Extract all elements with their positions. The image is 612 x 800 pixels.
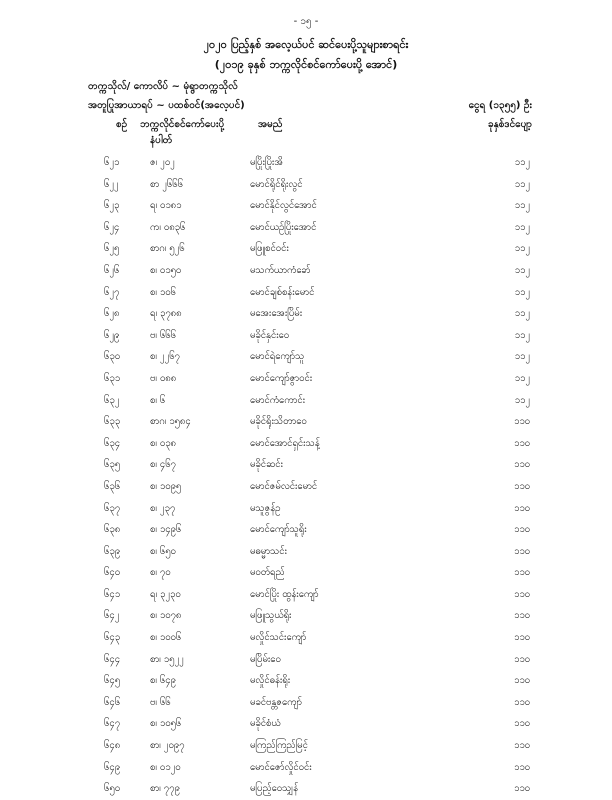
cell-amount: ၁၁၀ <box>513 502 530 514</box>
cell-code: စ၊ ၀၃၈ <box>150 437 176 449</box>
cell-no: ၆၃၃ <box>104 416 121 428</box>
cell-name: မခိုင်ရိုးသိတာဝေ <box>250 416 307 428</box>
cell-name: မသက်ယာကံခော် <box>250 264 311 276</box>
table-row <box>0 735 612 757</box>
cell-name: မောင်ကံကောင်း <box>250 394 306 406</box>
cell-amount: ၁၁၀ <box>513 437 530 449</box>
cell-amount: ၁၁၀ <box>513 696 530 708</box>
cell-code: စ၊ ၁၀၀၆ <box>150 632 182 644</box>
cell-no: ၆၄၉ <box>104 761 121 773</box>
document-title: ၂၀၂၀ ပြည့်နှစ် အလေ့ယ်ပင် ဆင်ပေးပို့သူများစာရင်း <box>203 38 409 51</box>
cell-name: မောင်ရိုင်ရိုးလွင် <box>250 178 303 190</box>
cell-amount: ၁၁၀ <box>513 524 530 536</box>
cell-amount: ၁၁၀ <box>513 783 530 795</box>
table-row <box>0 778 612 800</box>
cell-amount: ၁၁၀ <box>513 567 530 579</box>
cell-no: ၆၂၅ <box>104 243 120 255</box>
cell-name: မောင်နိုင်လွင်အောင် <box>250 200 317 212</box>
cell-no: ၆၂၇ <box>104 286 120 298</box>
header-code-sub: နံပါတ် <box>150 135 173 146</box>
cell-name: မခိုင်နှင်းဝေ <box>250 329 290 341</box>
cell-name: မကြည်ကြည်မြင့် <box>250 740 308 752</box>
cell-no: ၆၄၆ <box>104 696 121 708</box>
table-row <box>0 303 612 325</box>
header-amount: ခုနှစ်ဒင်ပျော့ <box>487 119 532 130</box>
cell-no: ၆၄၄ <box>104 653 121 665</box>
cell-amount: ၁၁၂ <box>514 157 530 168</box>
cell-name: မောင်ယဉ်ပြိုးအောင် <box>250 221 317 233</box>
cell-amount: ၁၁၂ <box>514 221 530 233</box>
cell-name: မအေးအေးပြိမ်း <box>250 308 303 320</box>
table-row <box>0 390 612 412</box>
data-table-body <box>0 152 612 800</box>
cell-code: စ၊ ၆ <box>150 394 166 406</box>
table-row <box>0 346 612 368</box>
cell-amount: ၁၁၂ <box>514 200 530 212</box>
table-row <box>0 282 612 304</box>
table-row <box>0 238 612 260</box>
cell-amount: ၁၁၀ <box>513 459 530 471</box>
cell-no: ၆၃၇ <box>104 502 121 514</box>
table-row <box>0 195 612 217</box>
cell-amount: ၁၁၀ <box>513 416 530 428</box>
cell-code: စ၊ ၁၀၆ <box>150 286 176 298</box>
cell-no: ၆၄၃ <box>104 632 121 644</box>
cell-amount: ၁၁၀ <box>513 632 530 644</box>
cell-name: မောင်ကျော်သူရိုး <box>250 524 307 536</box>
cell-amount: ၁၁၂ <box>514 264 530 276</box>
table-row <box>0 605 612 627</box>
cell-name: မောင်အောင်ရှင်းသန့် <box>250 437 320 449</box>
cell-no: ၆၂၆ <box>104 264 120 276</box>
table-row <box>0 649 612 671</box>
cell-code: ဂာ၊ ၀၈၃၆ <box>150 221 186 233</box>
cell-code: စ၊ ၆၅၀ <box>150 545 176 557</box>
cell-code: ရ၊ ၃၇၈၈ <box>150 308 182 320</box>
cell-name: မပြိုးပြိုးအိ <box>250 157 283 168</box>
table-row <box>0 713 612 735</box>
cell-code: စ၊ ၁၀၉၅ <box>150 480 182 492</box>
header-no: စဉ် <box>116 119 128 130</box>
table-row <box>0 562 612 584</box>
cell-amount: ၁၁၀ <box>513 480 530 492</box>
cell-no: ၆၃၀ <box>104 351 121 363</box>
table-row <box>0 174 612 196</box>
cell-code: စ၊ ၀၁၂၀ <box>150 761 181 773</box>
cell-amount: ၁၁၀ <box>513 610 530 622</box>
cell-no: ၆၄၀ <box>104 567 121 579</box>
cell-name: မဖြူစင်ဝင်း <box>250 243 289 255</box>
table-row <box>0 433 612 455</box>
table-row <box>0 757 612 779</box>
cell-code: စာ၊ ၂၀၉၇ <box>150 740 185 752</box>
cell-name: မခိုင်ဆင်း <box>250 459 283 471</box>
cell-name: မောင်ဇော်လှိုင်ဝင်း <box>250 761 312 773</box>
table-row <box>0 368 612 390</box>
cell-amount: ၁၁၀ <box>513 740 530 752</box>
cell-no: ၆၄၅ <box>104 675 121 687</box>
header-name: အမည် <box>258 119 283 130</box>
cell-amount: ၁၁၀ <box>513 588 530 600</box>
cell-no: ၆၃၄ <box>104 437 121 449</box>
table-row <box>0 411 612 433</box>
cell-code: စ၊ ၁၀၅၆ <box>150 718 182 730</box>
cell-code: စာ၊ ၇၇၉ <box>150 783 180 795</box>
cell-code: ဗ၊ ၀၈၈ <box>150 372 177 384</box>
cell-code: စာ ၂၆၆၆ <box>150 178 183 190</box>
cell-name: မပြည့်ဝေသျှန် <box>250 783 299 795</box>
cell-code: ဗ၊ ၆၆၆ <box>150 329 176 341</box>
page-number: - ၁၅ - <box>293 16 319 27</box>
cell-code: စာဂ၊ ၅၂၆ <box>150 243 185 255</box>
table-row <box>0 325 612 347</box>
cell-name: မခိုင်စံယံ <box>250 718 281 730</box>
cell-name: မောင်ဇမ်လင်းမောင် <box>250 480 318 492</box>
cell-name: မောင်ချစ်စန်းမောင် <box>250 286 315 298</box>
cell-code: ဇ၊ ၂၀၂ <box>150 157 175 168</box>
cell-code: စ၊ ၁၀၇၈ <box>150 610 182 622</box>
table-row <box>0 541 612 563</box>
cell-amount: ၁၁၂ <box>514 372 530 384</box>
cell-amount: ၁၁၂ <box>514 351 530 363</box>
table-row <box>0 498 612 520</box>
cell-amount: ၁၁၂ <box>514 178 530 190</box>
cell-no: ၆၂၁ <box>104 157 120 168</box>
table-row <box>0 670 612 692</box>
cell-amount: ၁၁၂ <box>514 329 530 341</box>
cell-no: ၆၃၉ <box>104 545 121 557</box>
cell-amount: ၁၁၂ <box>514 243 530 255</box>
cell-code: စ၊ ၁၄၉၆ <box>150 524 182 536</box>
table-row <box>0 454 612 476</box>
cell-code: ရ၊ ၀၁၈၁ <box>150 200 182 212</box>
table-row <box>0 217 612 239</box>
cell-code: ဗ၊ ၆၆ <box>150 696 171 708</box>
table-row <box>0 476 612 498</box>
table-row <box>0 519 612 541</box>
cell-code: စာဂ၊ ၁၅၈၄ <box>150 416 191 428</box>
cell-amount: ၁၁၀ <box>513 545 530 557</box>
cell-no: ၆၂၃ <box>104 200 120 212</box>
cell-no: ၆၂၈ <box>104 308 120 320</box>
cell-no: ၆၂၂ <box>104 178 119 190</box>
table-row <box>0 260 612 282</box>
cell-amount: ၁၁၀ <box>513 761 530 773</box>
table-row <box>0 692 612 714</box>
cell-amount: ၁၁၀ <box>513 675 530 687</box>
table-row <box>0 152 612 174</box>
cell-amount: ၁၁၂ <box>514 394 530 406</box>
cell-name: မောင်ကျော်ဇွာဝင်း <box>250 372 313 384</box>
cell-amount: ၁၁၂ <box>514 286 530 298</box>
cell-name: မဝတ်ရည် <box>250 567 285 579</box>
cell-no: ၆၄၂ <box>104 610 120 622</box>
cell-no: ၆၂၉ <box>104 329 120 341</box>
cell-no: ၆၃၂ <box>104 394 120 406</box>
cell-amount: ၁၁၀ <box>513 718 530 730</box>
cell-no: ၆၄၇ <box>104 718 121 730</box>
cell-name: မဖြူသွယ်ရိုး <box>250 610 292 622</box>
cell-code: စ၊ ၀၁၅၀ <box>150 264 182 276</box>
cell-name: မဓမ္မာသင်း <box>250 545 287 557</box>
cell-name: မသူဇွန်ဥ <box>250 502 281 514</box>
cell-code: စာ၊ ၁၅၂၂ <box>150 653 184 665</box>
cell-code: စ၊ ၄၆၇ <box>150 459 176 471</box>
table-row <box>0 627 612 649</box>
document-subtitle: (၂၀၁၉ ခုနှစ် ဘက္ကလိုင်စင်ကော်ပေးပို့ အောင်) <box>214 58 398 71</box>
cell-no: ၆၂၄ <box>104 221 120 233</box>
major-line: အတူပြုအာယာရပ် ~ ပထစ်ဝင်(အလေ့ပင်) <box>88 100 245 111</box>
cell-no: ၆၄၁ <box>104 588 121 600</box>
cell-amount: ၁၁၀ <box>513 653 530 665</box>
cell-no: ၆၃၁ <box>104 372 121 384</box>
cell-no: ၆၄၈ <box>104 740 121 752</box>
cell-name: မလှိုင်သင်းကျော် <box>250 632 307 644</box>
cell-code: ရ၊ ၃၂၃၀ <box>150 588 181 600</box>
cell-amount: ၁၁၂ <box>514 308 530 320</box>
cell-code: စ၊ ၂၃၇ <box>150 502 176 514</box>
cell-code: စ၊ ၇၀ <box>150 567 171 579</box>
cell-name: မခင်ဗန္တဇကျော် <box>250 696 302 708</box>
amount-summary: ငွေရ (၁၃၅၅) ဦး <box>468 100 532 111</box>
cell-no: ၆၃၈ <box>104 524 121 536</box>
cell-no: ၆၃၅ <box>104 459 121 471</box>
cell-name: မလှိုင်ဓန်းရိုး <box>250 675 291 687</box>
table-row <box>0 584 612 606</box>
cell-no: ၆၃၆ <box>104 480 121 492</box>
cell-name: မောင်ရဲကျော်သူ <box>250 351 305 363</box>
cell-code: စ၊ ၂၂၆၇ <box>150 351 180 363</box>
university-line: တက္ကသိုလ်/ ကောလိပ် ~ မုံရွာတက္ကသိုလ် <box>88 81 238 92</box>
cell-name: မောင်ပြိုး ထွန်းကျော် <box>250 588 319 600</box>
cell-name: မပြိမ်းဝေ <box>250 653 281 665</box>
header-code: ဘက္ကလိုင်စင်ကော်ပေးပို့ <box>140 119 225 130</box>
cell-no: ၆၅၀ <box>104 783 121 795</box>
cell-code: စ၊ ၆၄၉ <box>150 675 176 687</box>
